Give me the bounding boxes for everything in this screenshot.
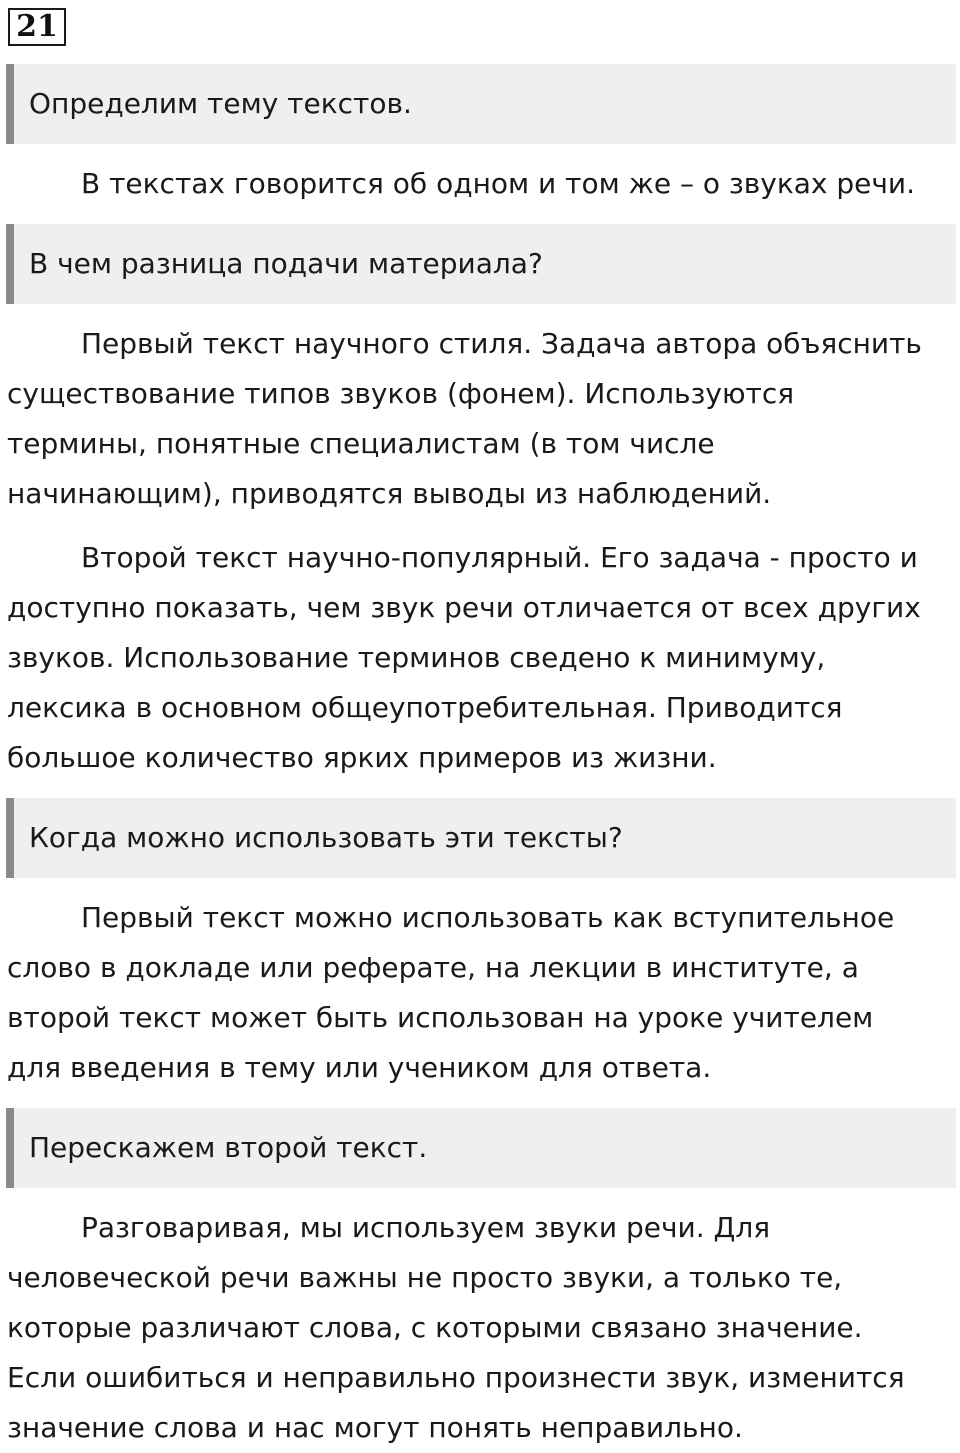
answer-usage: Первый текст можно использовать как вступительное слово в докладе или реферате, на лекции в институте, а второй текст может быть использован на уроке учителем для введения в тему или учеником для ответа. <box>7 901 895 1084</box>
answer-second-text-style: Второй текст научно-популярный. Его задача - просто и доступно показать, чем звук речи отличается от всех других звуков. Использование терминов сведено к минимуму, лексика в основном общеупотребительная. Приводится большое количество ярких примеров из жизни. <box>7 541 921 774</box>
answer-first-text-style: Первый текст научного стиля. Задача автора объяснить существование типов звуков (фонем). Используются термины, понятные специалистам (в том числе начинающим), приводятся выводы из наблюдений. <box>7 327 922 510</box>
question-usage: Когда можно использовать эти тексты? <box>6 798 956 878</box>
question-difference: В чем разница подачи материала? <box>6 224 956 304</box>
answer-retelling: Разговаривая, мы используем звуки речи. Для человеческой речи важны не просто звуки, а только те, которые различают слова, с которыми связано значение. Если ошибиться и неправильно произнести звук, изменится значение слова и нас могут понять неправильно. <box>7 1211 905 1444</box>
task-number-badge: 21 <box>8 8 66 46</box>
solution-content <box>0 64 960 1453</box>
question-retelling: Перескажем второй текст. <box>6 1108 956 1188</box>
question-topic: Определим тему текстов. <box>6 64 956 144</box>
answer-topic: В текстах говорится об одном и том же – о звуках речи. <box>81 167 916 200</box>
